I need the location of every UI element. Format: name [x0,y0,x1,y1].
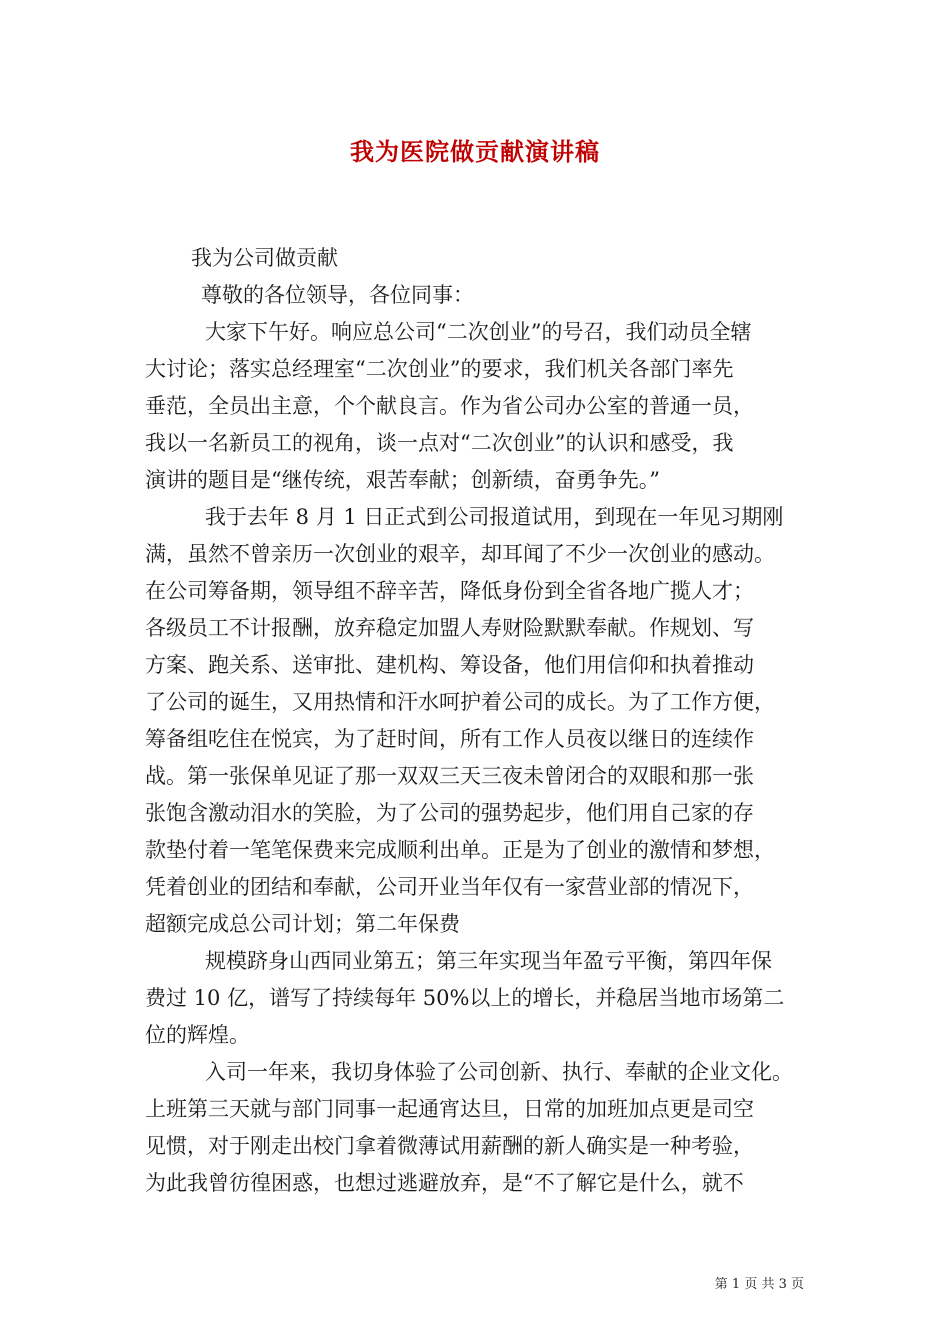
body-text-line: 见惯，对于刚走出校门拿着微薄试用薪酬的新人确实是一种考验， [145,1134,754,1158]
body-text-line: 张饱含激动泪水的笑脸，为了公司的强势起步，他们用自己家的存 [145,801,754,825]
body-text-line: 大讨论；落实总经理室“二次创业”的要求，我们机关各部门率先 [145,357,734,381]
body-text-line: 规模跻身山西同业第五；第三年实现当年盈亏平衡，第四年保 [205,949,772,973]
body-text-line: 尊敬的各位领导，各位同事： [201,283,474,307]
body-text-line: 费过 10 亿，谱写了持续每年 50%以上的增长，并稳居当地市场第二 [145,986,785,1010]
body-text-line: 位的辉煌。 [145,1023,250,1047]
body-text-line: 款垫付着一笔笔保费来完成顺利出单。正是为了创业的激情和梦想， [145,838,775,862]
body-text-line: 超额完成总公司计划；第二年保费 [145,912,460,936]
body-text-line: 战。第一张保单见证了那一双双三天三夜未曾闭合的双眼和那一张 [145,764,754,788]
body-text-line: 筹备组吃住在悦宾，为了赶时间，所有工作人员夜以继日的连续作 [145,727,754,751]
body-text-line: 在公司筹备期，领导组不辞辛苦，降低身份到全省各地广揽人才； [145,579,754,603]
document-body [145,240,815,1202]
body-text-line: 方案、跑关系、送审批、建机构、筹设备，他们用信仰和执着推动 [145,653,754,677]
body-text-line: 演讲的题目是“继传统，艰苦奉献；创新绩，奋勇争先。” [145,468,660,492]
body-text-line: 入司一年来，我切身体验了公司创新、执行、奉献的企业文化。 [205,1060,793,1084]
document-title: 我为医院做贡献演讲稿 [350,137,600,166]
body-text-line: 我于去年 8 月 1 日正式到公司报道试用，到现在一年见习期刚 [205,505,784,529]
body-text-line: 我以一名新员工的视角，谈一点对“二次创业”的认识和感受，我 [145,431,734,455]
body-text-line: 我为公司做贡献 [191,246,338,270]
page-number-footer: 第 1 页 共 3 页 [714,1277,804,1292]
body-text-line: 各级员工不计报酬，放弃稳定加盟人寿财险默默奉献。作规划、写 [145,616,754,640]
body-text-line: 满，虽然不曾亲历一次创业的艰辛，却耳闻了不少一次创业的感动。 [145,542,775,566]
body-text-line: 为此我曾彷徨困惑，也想过逃避放弃，是“不了解它是什么，就不 [145,1171,744,1195]
body-text-line: 了公司的诞生，又用热情和汗水呵护着公司的成长。为了工作方便， [145,690,775,714]
body-text-line: 垂范，全员出主意，个个献良言。作为省公司办公室的普通一员， [145,394,754,418]
body-text-line: 上班第三天就与部门同事一起通宵达旦，日常的加班加点更是司空 [145,1097,754,1121]
body-text-line: 大家下午好。响应总公司“二次创业”的号召，我们动员全辖 [205,320,752,344]
body-text-line: 凭着创业的团结和奉献，公司开业当年仅有一家营业部的情况下， [145,875,754,899]
